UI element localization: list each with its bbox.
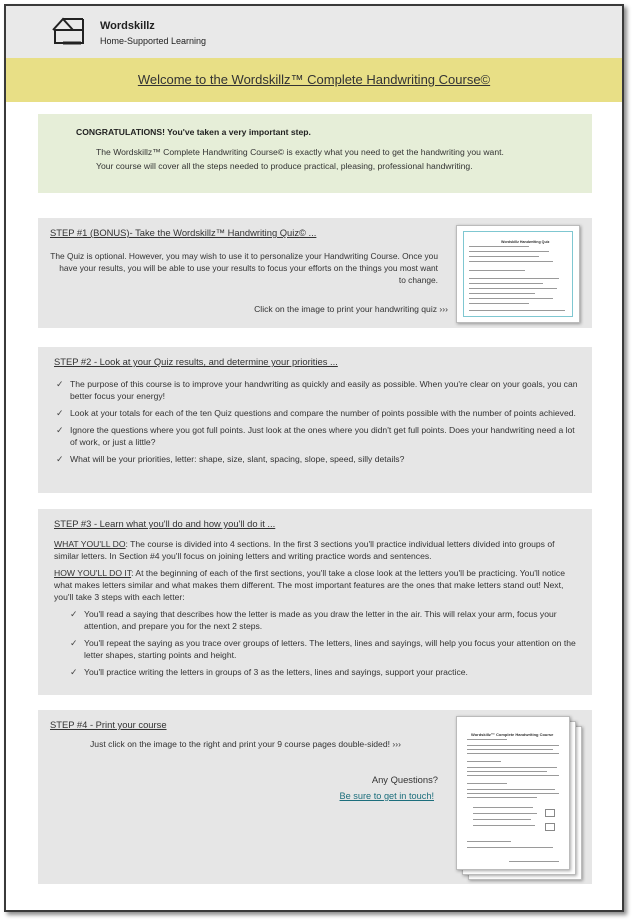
contact-prefix[interactable]: Be sure to <box>339 791 384 801</box>
step-4-title: STEP #4 - Print your course <box>50 719 167 730</box>
step-3-how: HOW YOU'LL DO IT: At the beginning of each of the first sections, you'll take a close look at the letters you'll be practicing. You'll notice what makes letters similar and what makes them different. The most important features are the ones that make letters stand out! Next, you'll take 3 steps with each letter: <box>54 568 566 602</box>
welcome-banner <box>6 58 622 102</box>
site-header <box>6 6 622 58</box>
quiz-thumbnail[interactable] <box>456 225 580 323</box>
checkmark-icon: ✓ <box>70 667 78 677</box>
step-3-what: WHAT YOU'LL DO: The course is divided into 4 sections. In the first 3 sections you'll practice individual letters divided into groups of similar letters. In Section #4 you'll focus on joining letters and writing practice words and sentences. <box>54 539 555 561</box>
step-1-body: The Quiz is optional. However, you may wish to use it to personalize your Handwriting Course. Once you have your results, you will be able to use your results to focus your efforts on the things you most want to change. <box>50 251 438 285</box>
banner-title: Welcome to the Wordskillz™ Complete Handwriting Course© <box>137 72 491 87</box>
step-2-checklist <box>52 378 578 465</box>
list-item: ✓ Ignore the questions where you got full points. Just look at the ones where you didn't get full points. Does your handwriting need a lot of work, or just a little? <box>56 425 575 447</box>
course-thumbnail[interactable] <box>456 716 584 880</box>
checkmark-icon: ✓ <box>56 379 64 389</box>
list-item: ✓ What will be your priorities, letter: shape, size, slant, spacing, slope, speed, silly details? <box>56 454 405 464</box>
brand-name: Wordskillz <box>100 20 155 32</box>
step-3-title: STEP #3 - Learn what you'll do and how you'll do it ... <box>54 518 276 529</box>
list-item: ✓ You'll practice writing the letters in groups of 3 as the letters, lines and sayings, support your practice. <box>70 667 468 677</box>
checkmark-icon: ✓ <box>70 638 78 648</box>
checkmark-icon: ✓ <box>56 408 64 418</box>
step-1-section <box>38 218 592 328</box>
step-1-cta: Click on the image to print your handwriting quiz ››› <box>254 304 448 314</box>
course-doc-title: Wordskillz™ Complete Handwriting Course <box>471 732 554 737</box>
contact-line <box>340 790 435 802</box>
welcome-box <box>38 114 592 193</box>
list-item: ✓ You'll repeat the saying as you trace over groups of letters. The letters, lines and sayings, will help you focus your attention on the letter shapes, starting points and height. <box>70 638 576 660</box>
step-4-section <box>38 710 592 884</box>
checkmark-icon: ✓ <box>56 454 64 464</box>
list-item: ✓ You'll read a saying that describes how the letter is made as you draw the letter in the air. This will relax your arm, focus your attention, and prepare you for the next 2 steps. <box>70 609 557 631</box>
list-item: ✓ The purpose of this course is to improve your handwriting as quickly and easily as possible. When you're clear on your goals, you can better focus your energy! <box>56 379 578 401</box>
step-1-title: STEP #1 (BONUS)- Take the Wordskillz™ Handwriting Quiz© ... <box>50 227 317 238</box>
checkmark-icon: ✓ <box>56 425 64 435</box>
step-3-section <box>38 509 592 695</box>
page-frame <box>4 4 624 912</box>
step-4-body: Just click on the image to the right and print your 9 course pages double-sided! ››› <box>90 739 401 749</box>
brand-tagline: Home-Supported Learning <box>100 36 207 46</box>
checkmark-icon: ✓ <box>70 609 78 619</box>
step-3-checklist <box>66 608 578 678</box>
questions-label: Any Questions? <box>371 774 438 785</box>
congrats-heading: CONGRATULATIONS! You've taken a very important step. <box>76 127 311 137</box>
list-item: ✓ Look at your totals for each of the ten Quiz questions and compare the number of points possible with the number of points achieved. <box>56 408 576 418</box>
step-2-title: STEP #2 - Look at your Quiz results, and determine your priorities ... <box>54 356 338 367</box>
step-2-section <box>38 347 592 493</box>
welcome-line-1: The Wordskillz™ Complete Handwriting Course© is exactly what you need to get the handwriting you want. <box>96 147 504 157</box>
welcome-line-2: Your course will cover all the steps needed to produce practical, pleasing, professional handwriting. <box>96 161 473 171</box>
get-in-touch-link[interactable]: get in touch! <box>383 791 434 801</box>
house-logo-icon[interactable] <box>50 16 86 46</box>
quiz-doc-title: Wordskillz Handwriting Quiz <box>501 240 550 244</box>
